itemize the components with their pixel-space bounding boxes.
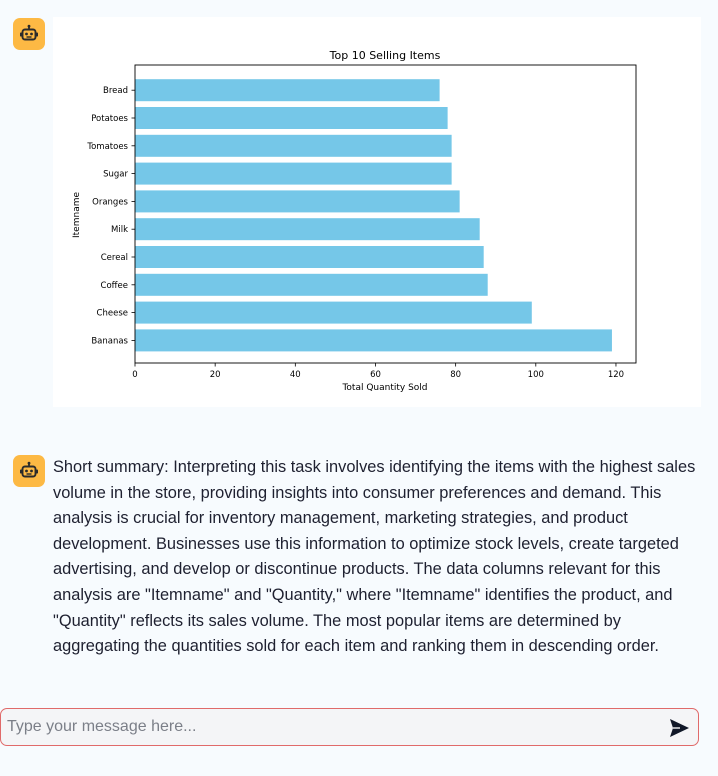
bot-avatar [13, 455, 45, 487]
bar-bread [135, 79, 440, 101]
y-tick-label: Oranges [92, 197, 128, 208]
y-tick-label: Cereal [100, 253, 128, 263]
bar-tomatoes [135, 135, 452, 157]
bot-avatar [13, 18, 45, 50]
x-tick-label: 60 [370, 370, 381, 380]
message-input-container [0, 708, 699, 746]
bar-bananas [135, 329, 612, 351]
y-tick-label: Coffee [100, 280, 128, 291]
bar-cheese [135, 302, 532, 324]
y-tick-label: Sugar [103, 169, 128, 180]
y-tick-label: Cheese [96, 308, 128, 319]
y-tick-label: Potatoes [91, 114, 128, 124]
x-tick-label: 40 [289, 370, 301, 380]
bar-potatoes [135, 107, 448, 129]
bar-oranges [135, 190, 460, 212]
robot-icon [19, 24, 39, 44]
x-axis-label: Total Quantity Sold [342, 383, 428, 393]
send-icon [668, 717, 690, 739]
message-input[interactable] [7, 709, 657, 745]
y-axis-label: Itemname [72, 191, 82, 239]
y-tick-label: Bread [103, 86, 128, 97]
x-tick-label: 0 [132, 370, 138, 380]
bar-milk [135, 218, 480, 240]
summary-message: Short summary: Interpreting this task involves identifying the items with the highest sales volume in the store, providing insights into consumer preferences and demand. This analysis is crucial for inventory management, marketing strategies, and product development. Businesses use this information to optimize stock levels, create targeted advertising, and develop or discontinue products. The data columns relevant for this analysis are "Itemname" and "Quantity," where "Itemname" identifies the product, and "Quantity" reflects its sales volume. The most popular items are determined by aggregating the quantities sold for each item and ranking them in descending order. [53, 458, 696, 656]
bar-cereal [135, 246, 484, 268]
chart-title: Top 10 Selling Items [329, 49, 441, 62]
send-button[interactable] [668, 717, 690, 739]
x-tick-label: 20 [209, 370, 221, 380]
y-tick-label: Milk [111, 225, 128, 236]
x-tick-label: 120 [607, 370, 625, 380]
bar-coffee [135, 274, 488, 296]
y-tick-label: Tomatoes [87, 141, 128, 152]
x-tick-label: 80 [450, 370, 462, 380]
bar-chart [53, 17, 701, 407]
bar-sugar [135, 163, 452, 185]
chart-card [53, 17, 701, 407]
y-tick-label: Bananas [91, 336, 128, 347]
robot-icon [19, 461, 39, 481]
x-tick-label: 100 [527, 370, 544, 380]
